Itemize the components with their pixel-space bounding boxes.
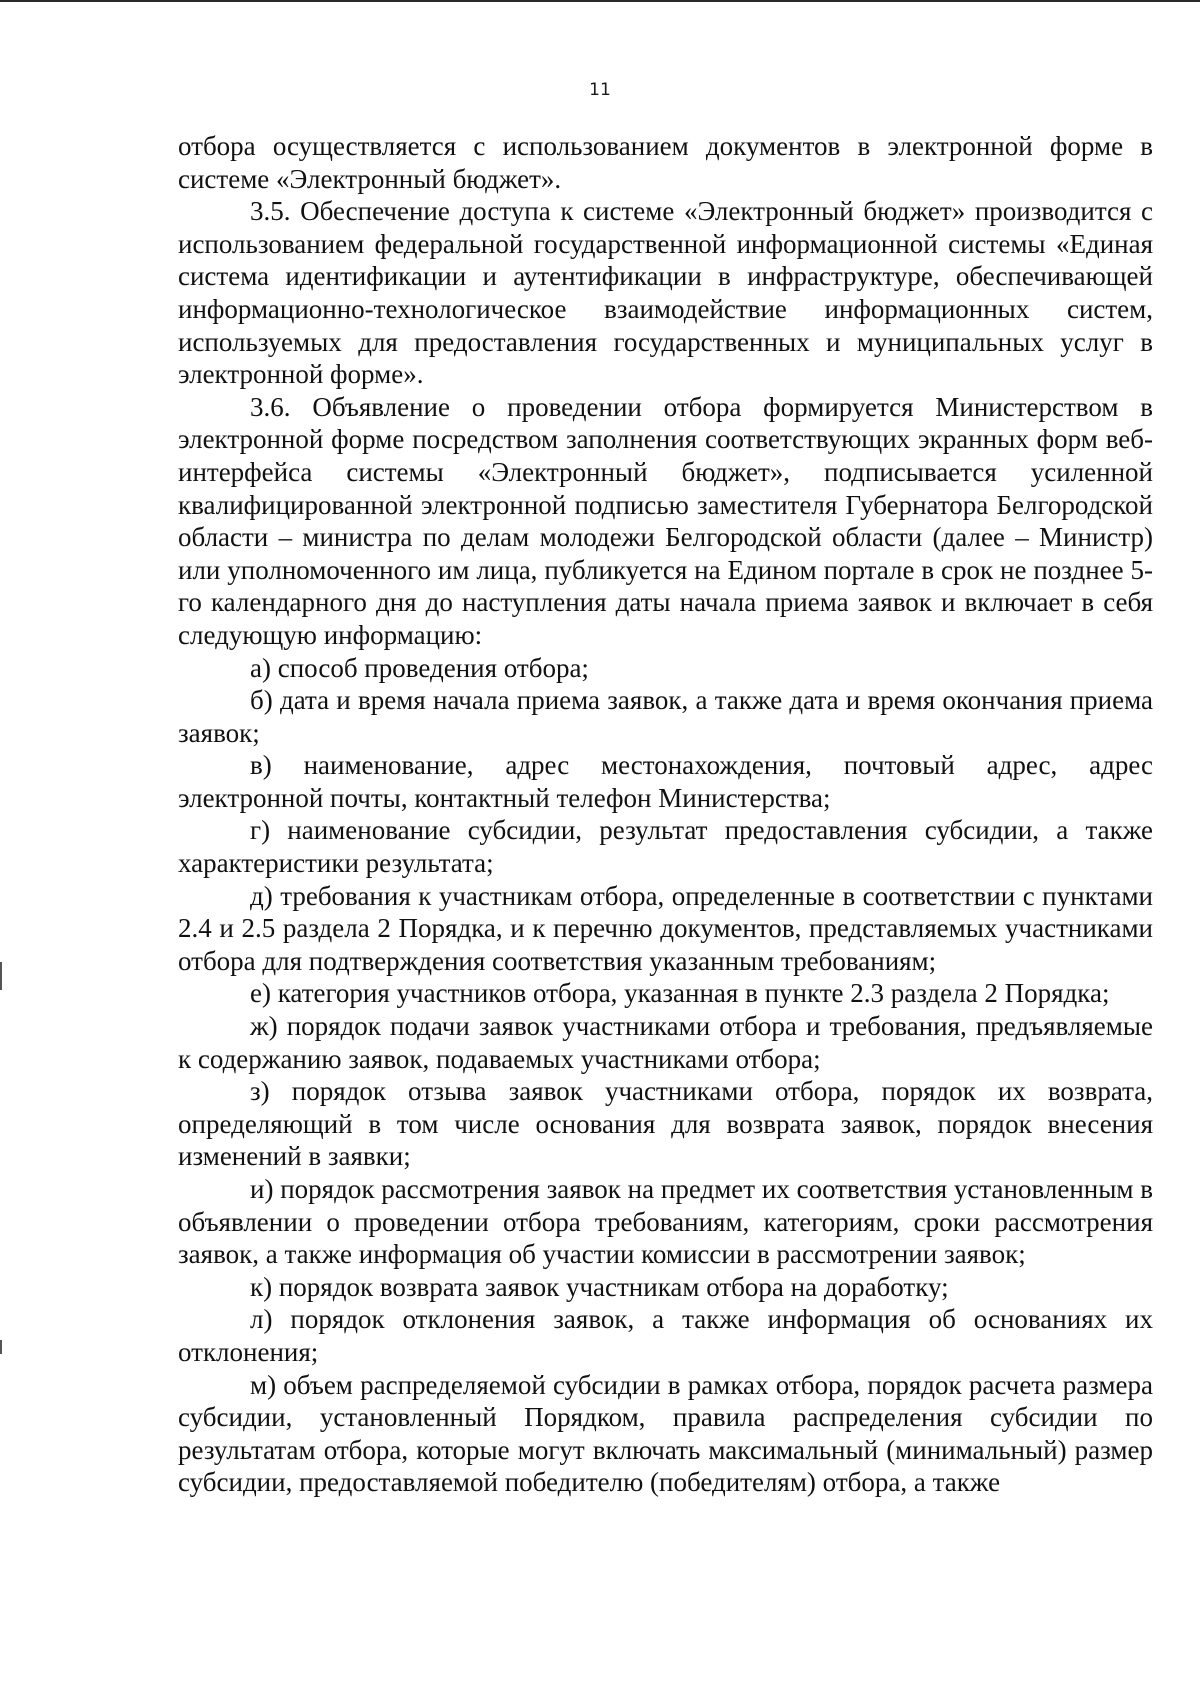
list-item-b: б) дата и время начала приема заявок, а также дата и время окончания приема заявок; (178, 685, 1153, 748)
list-item-l: л) порядок отклонения заявок, а также информация об основаниях их отклонения; (178, 1304, 1153, 1367)
list-item-k: к) порядок возврата заявок участникам отбора на доработку; (250, 1271, 949, 1302)
list-item-a: а) способ проведения отбора; (250, 652, 589, 683)
list-item-z: з) порядок отзыва заявок участниками отбора, порядок их возврата, определяющий в том числе основания для возврата заявок, порядок внесения изменений в заявки; (178, 1076, 1153, 1172)
paragraph-3-6: 3.6. Объявление о проведении отбора формируется Министерством в электронной форме посредством заполнения соответствующих экранных форм веб-интерфейса системы «Электронный бюджет», подписывается усиленной квалифицированной электронной подписью заместителя Губернатора Белгородской области – министра по делам молодежи Белгородской области (далее – Министр) или уполномоченного им лица, публикуется на Едином портале в срок не позднее 5-го календарного дня до наступления даты начала приема заявок и включает в себя следующую информацию: (178, 391, 1153, 650)
list-item-e: е) категория участников отбора, указанная в пункте 2.3 раздела 2 Порядка; (250, 978, 1110, 1009)
list-item-zh: ж) порядок подачи заявок участниками отбора и требования, предъявляемые к содержанию заявок, подаваемых участниками отбора; (178, 1011, 1153, 1074)
list-item-i: и) порядок рассмотрения заявок на предмет их соответствия установленным в объявлении о проведении отбора требованиям, категориям, сроки рассмотрения заявок, а также информация об участии комиссии в рассмотрении заявок; (178, 1174, 1153, 1270)
list-item-m: м) объем распределяемой субсидии в рамках отбора, порядок расчета размера субсидии, установленный Порядком, правила распределения субсидии по результатам отбора, которые могут включать максимальный (минимальный) размер субсидии, предоставляемой победителю (победителям) отбора, а также (178, 1369, 1153, 1498)
scan-edge-mark (0, 962, 2, 990)
document-body (178, 130, 1153, 1499)
scan-edge-mark (0, 1340, 2, 1354)
paragraph-continuation: отбора осуществляется с использованием документов в электронной форме в системе «Электронный бюджет». (178, 131, 1153, 194)
list-item-d: д) требования к участникам отбора, определенные в соответствии с пунктами 2.4 и 2.5 раздела 2 Порядка, и к перечню документов, представляемых участниками отбора для подтверждения соответствия указанным требованиям; (178, 880, 1153, 976)
list-item-g: г) наименование субсидии, результат предоставления субсидии, а также характеристики результата; (178, 815, 1153, 879)
page-number: 11 (589, 80, 611, 100)
list-item-v: в) наименование, адрес местонахождения, почтовый адрес, адрес электронной почты, контактный телефон Министерства; (178, 750, 1153, 813)
paragraph-3-5: 3.5. Обеспечение доступа к системе «Электронный бюджет» производится с использованием федеральной государственной информационной системы «Единая система идентификации и аутентификации в инфраструктуре, обеспечивающей информационно-технологическое взаимодействие информационных систем, используемых для предоставления государственных и муниципальных услуг в электронной форме». (178, 196, 1153, 390)
